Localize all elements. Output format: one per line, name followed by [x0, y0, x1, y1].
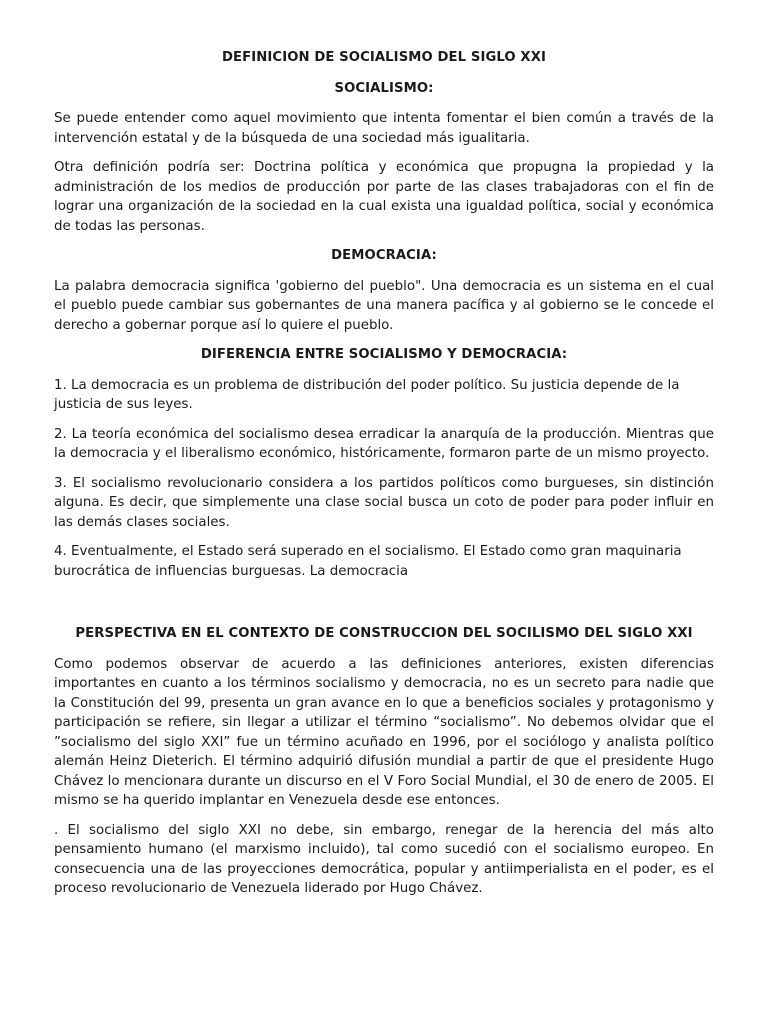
- list-item-diferencia-3: 3. El socialismo revolucionario considera a los partidos políticos como burgueses, sin distinción alguna. Es decir, que simplemente una clase social busca un coto de poder para poder influir en las demás clases sociales.: [54, 475, 714, 530]
- paragraph-democracia-1: La palabra democracia significa 'gobierno del pueblo". Una democracia es un sistema en el cual el pueblo puede cambiar sus gobernantes de una manera pacífica y al gobierno se le concede el derecho a gobernar porque así lo quiere el pueblo.: [54, 278, 714, 333]
- document-title: DEFINICION DE SOCIALISMO DEL SIGLO XXI: [222, 50, 546, 65]
- section-spacer: [54, 591, 714, 624]
- paragraph-perspectiva-2: . El socialismo del siglo XXI no debe, sin embargo, renegar de la herencia del más alto pensamiento humano (el marxismo incluido), tal como sucedió con el socialismo europeo. En consecuencia una de las proyecciones democrática, popular y antiimperialista en el poder, es el proceso revolucionario de Venezuela liderado por Hugo Chávez.: [54, 822, 714, 896]
- list-item-diferencia-4: 4. Eventualmente, el Estado será superado en el socialismo. El Estado como gran maquinaria burocrática de influencias burguesas. La democracia: [54, 544, 682, 579]
- document-page: [54, 48, 714, 909]
- heading-democracia: DEMOCRACIA:: [331, 248, 437, 263]
- paragraph-socialismo-1: Se puede entender como aquel movimiento que intenta fomentar el bien común a través de la intervención estatal y de la búsqueda de una sociedad más igualitaria.: [54, 111, 714, 146]
- heading-diferencia: DIFERENCIA ENTRE SOCIALISMO Y DEMOCRACIA:: [200, 347, 568, 362]
- paragraph-perspectiva-1: Como podemos observar de acuerdo a las definiciones anteriores, existen diferencias importantes en cuanto a los términos socialismo y democracia, no es un secreto para nadie que la Constitución del 99, presenta un gran avance en lo que a beneficios sociales y protagonismo y participación se refiere, sin llegar a utilizar el término “socialismo”. No debemos olvidar que el ”socialismo del siglo XXI” fue un término acuñado en 1996, por el sociólogo y analista político alemán Heinz Dieterich. El término adquirió difusión mundial a partir de que el presidente Hugo Chávez lo mencionara durante un discurso en el V Foro Social Mundial, el 30 de enero de 2005. El mismo se ha querido implantar en Venezuela desde ese entonces.: [54, 656, 714, 808]
- paragraph-socialismo-2: Otra definición podría ser: Doctrina política y económica que propugna la propiedad y la administración de los medios de producción por parte de las clases trabajadoras con el fin de lograr una organización de la sociedad en la cual exista una igualdad política, social y económica de todas las personas.: [54, 160, 714, 234]
- heading-socialismo: SOCIALISMO:: [334, 80, 434, 96]
- heading-perspectiva: PERSPECTIVA EN EL CONTEXTO DE CONSTRUCCION DEL SOCILISMO DEL SIGLO XXI: [75, 626, 693, 641]
- list-item-diferencia-1: 1. La democracia es un problema de distribución del poder político. Su justicia depende de la justicia de sus leyes.: [54, 377, 680, 412]
- list-item-diferencia-2: 2. La teoría económica del socialismo desea erradicar la anarquía de la producción. Mientras que la democracia y el liberalismo económico, históricamente, formaron parte de un mismo proyecto.: [54, 426, 714, 461]
